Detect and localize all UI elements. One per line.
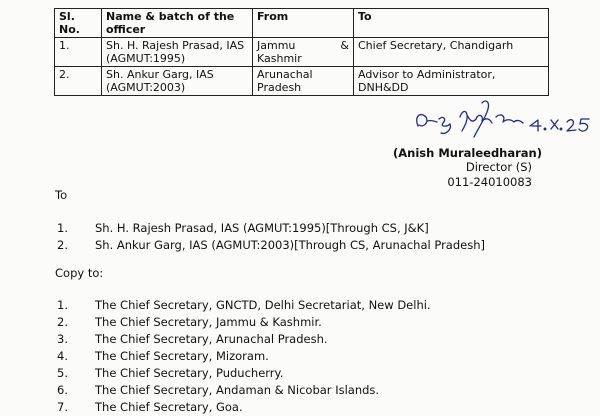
list-item-number: 2.: [57, 238, 68, 252]
row-from-part: Pradesh: [257, 81, 302, 94]
list-item: [57, 297, 431, 314]
copy-to-list: [57, 297, 431, 416]
list-item-number: 4.: [57, 349, 68, 363]
handwritten-signature: [410, 95, 600, 140]
table-row: [55, 67, 549, 96]
signatory-phone: 011-24010083: [447, 175, 532, 189]
list-item-number: 2.: [57, 315, 68, 329]
list-item: [57, 237, 485, 254]
row-sl-no: 2.: [55, 67, 102, 96]
row-to: Advisor to Administrator, DNH&DD: [354, 67, 549, 96]
table-header-row: [55, 9, 549, 38]
list-item-text: The Chief Secretary, Mizoram.: [95, 349, 269, 363]
list-item-text: Sh. H. Rajesh Prasad, IAS (AGMUT:1995)[Through CS, J&K]: [95, 221, 429, 235]
row-from-part: Jammu: [257, 39, 296, 52]
row-from: [253, 38, 354, 67]
row-officer-name: Sh. H. Rajesh Prasad, IAS (AGMUT:1995): [102, 38, 253, 67]
list-item: [57, 365, 431, 382]
row-from: [253, 67, 354, 96]
list-item: [57, 348, 431, 365]
list-item-text: The Chief Secretary, GNCTD, Delhi Secretariat, New Delhi.: [95, 298, 431, 312]
list-item: [57, 331, 431, 348]
list-item-text: The Chief Secretary, Goa.: [95, 400, 243, 414]
list-item-text: The Chief Secretary, Jammu & Kashmir.: [95, 315, 322, 329]
table-row: [55, 38, 549, 67]
transfer-table: [54, 8, 549, 96]
list-item-number: 1.: [57, 221, 68, 235]
signatory-name: (Anish Muraleedharan): [393, 146, 542, 160]
row-sl-no: 1.: [55, 38, 102, 67]
list-item-number: 3.: [57, 332, 68, 346]
header-to: To: [354, 9, 549, 38]
to-label: To: [55, 188, 68, 202]
signature-scribble-icon: [410, 95, 600, 140]
list-item: [57, 314, 431, 331]
row-from-part: &: [340, 39, 349, 52]
list-item-text: The Chief Secretary, Puducherry.: [95, 366, 284, 380]
to-list: [57, 220, 485, 254]
copy-to-label: Copy to:: [55, 266, 104, 280]
list-item-number: 5.: [57, 366, 68, 380]
row-from-part: Kashmir: [257, 52, 302, 65]
list-item: [57, 399, 431, 416]
list-item-number: 1.: [57, 298, 68, 312]
list-item: [57, 382, 431, 399]
header-from: From: [253, 9, 354, 38]
header-sl-no: Sl. No.: [55, 9, 102, 38]
list-item-number: 6.: [57, 383, 68, 397]
list-item: [57, 220, 485, 237]
row-to: Chief Secretary, Chandigarh: [354, 38, 549, 67]
list-item-text: The Chief Secretary, Andaman & Nicobar Islands.: [95, 383, 380, 397]
row-officer-name: Sh. Ankur Garg, IAS (AGMUT:2003): [102, 67, 253, 96]
list-item-text: Sh. Ankur Garg, IAS (AGMUT:2003)[Through CS, Arunachal Pradesh]: [95, 238, 485, 252]
signatory-designation: Director (S): [465, 160, 532, 174]
row-from-part: Arunachal: [257, 68, 313, 81]
list-item-number: 7.: [57, 400, 68, 414]
header-name-batch: Name & batch of the officer: [102, 9, 253, 38]
list-item-text: The Chief Secretary, Arunachal Pradesh.: [95, 332, 328, 346]
